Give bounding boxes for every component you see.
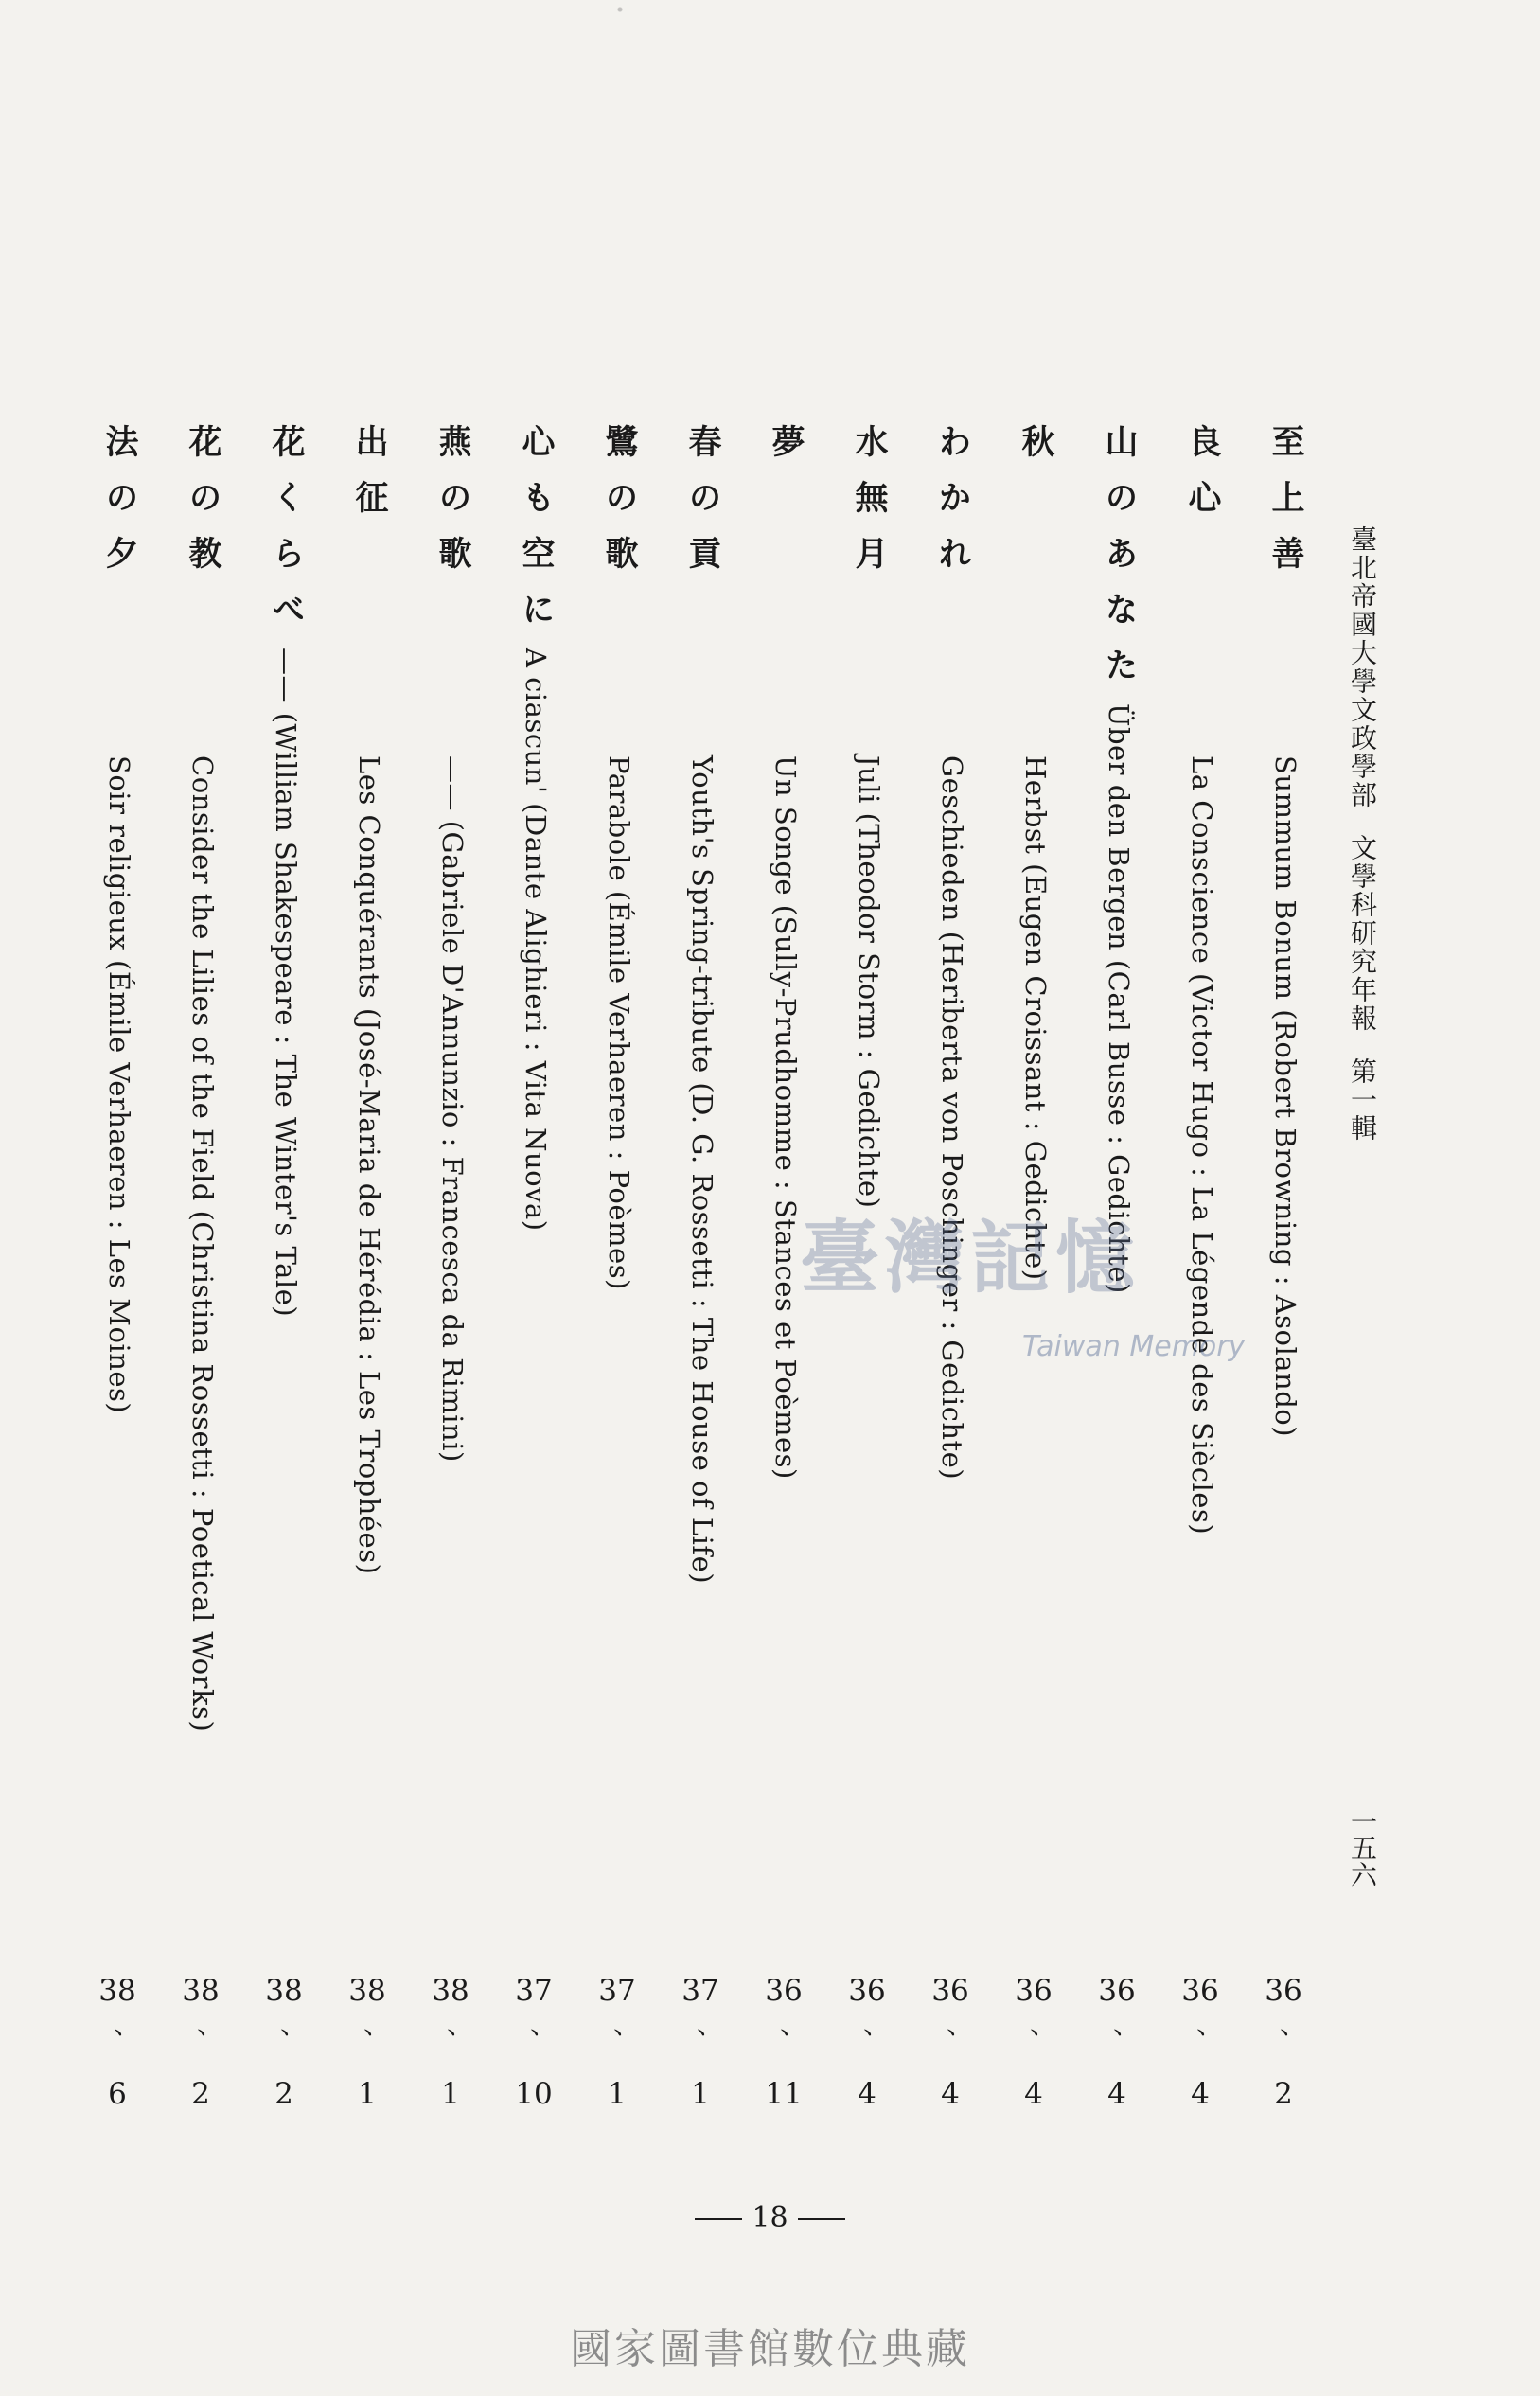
reference-volume: 36: [1181, 1974, 1219, 2008]
entry-original-title: Über den Bergen (Carl Busse : Gedichte): [1103, 703, 1135, 1294]
reference-volume: 38: [98, 1974, 136, 2008]
entry-japanese-title: 花の教: [184, 424, 222, 592]
entry-column: [1259, 424, 1312, 1437]
reference-separator: 、: [946, 2009, 973, 2040]
reference-number: 1: [358, 2077, 377, 2111]
entry-japanese-title: 花くらべ: [267, 424, 306, 648]
entry-japanese-title: わかれ: [933, 424, 972, 592]
entry-column: [593, 424, 646, 1290]
reference-number: 6: [108, 2077, 127, 2111]
entry-column: [926, 424, 979, 1480]
entry-original-title: Un Songe (Sully-Prudhomme : Stances et Poèmes): [770, 755, 802, 1480]
entry-reference: [257, 1974, 310, 2111]
library-caption: 國家圖書館數位典藏: [570, 2325, 970, 2373]
reference-volume: 36: [1265, 1974, 1302, 2008]
entry-japanese-title: 水無月: [850, 424, 889, 592]
entry-original-title: Soir religieux (Émile Verhaeren : Les Moines): [103, 755, 135, 1414]
entry-japanese-title: 燕の歌: [434, 424, 472, 592]
entry-japanese-title: 心も空に: [517, 424, 556, 648]
running-header: [1339, 525, 1385, 1143]
reference-number: 10: [515, 2077, 553, 2111]
entry-japanese-title: 出征: [350, 424, 389, 536]
entry-original-title: Parabole (Émile Verhaeren : Poèmes): [603, 755, 635, 1290]
reference-separator: 、: [1279, 2009, 1306, 2040]
entry-original-title: Youth's Spring-tribute (D. G. Rossetti : The House of Life): [686, 755, 718, 1585]
watermark-logo: 臺灣記憶: [800, 1211, 1142, 1304]
reference-number: 1: [608, 2077, 627, 2111]
entry-column: [1009, 424, 1062, 1281]
entry-reference: [757, 1974, 810, 2111]
reference-number: 2: [274, 2077, 293, 2111]
entry-original-title: —— (Gabriele D'Annunzio : Francesca da Rimini): [436, 755, 469, 1463]
reference-separator: 、: [612, 2009, 640, 2040]
reference-number: 4: [858, 2077, 876, 2111]
reference-separator: 、: [779, 2009, 806, 2040]
entry-original-title: Les Conquérants (José-Maria de Hérédia : Les Trophées): [353, 755, 385, 1575]
entry-reference: [674, 1974, 727, 2111]
entry-original-title: Summum Bonum (Robert Browning : Asolando): [1269, 755, 1301, 1438]
reference-volume: 38: [348, 1974, 386, 2008]
reference-volume: 38: [432, 1974, 469, 2008]
reference-volume: 37: [681, 1974, 719, 2008]
entry-japanese-title: 良心: [1183, 424, 1222, 536]
reference-separator: 、: [1195, 2009, 1223, 2040]
entry-reference: [1257, 1974, 1310, 2111]
entry-column: [1176, 424, 1229, 1535]
entry-column: [676, 424, 729, 1584]
entry-reference: [1174, 1974, 1227, 2111]
reference-separator: 、: [1029, 2009, 1056, 2040]
entry-original-title: —— (William Shakespeare : The Winter's Tale): [270, 648, 302, 1318]
reference-number: 4: [1024, 2077, 1043, 2111]
entry-japanese-title: 夢: [767, 424, 805, 480]
page-number-cn: 一五六: [1347, 1808, 1378, 1888]
entry-original-title: Juli (Theodor Storm : Gedichte): [853, 755, 885, 1209]
entry-japanese-title: 至上善: [1266, 424, 1305, 592]
reference-volume: 36: [765, 1974, 803, 2008]
entry-japanese-title: 春の貢: [683, 424, 722, 592]
watermark-logo-sub: Taiwan Memory: [1022, 1330, 1246, 1363]
entry-original-title: A ciascun' (Dante Alighieri : Vita Nuova): [520, 648, 552, 1232]
reference-number: 2: [1274, 2077, 1293, 2111]
entry-reference: [924, 1974, 977, 2111]
entry-japanese-title: 鷺の歌: [600, 424, 639, 592]
reference-volume: 38: [265, 1974, 303, 2008]
reference-volume: 37: [515, 1974, 553, 2008]
entry-reference: [424, 1974, 477, 2111]
reference-volume: 37: [598, 1974, 636, 2008]
entry-column: [1092, 424, 1145, 1294]
entry-reference: [341, 1974, 394, 2111]
entry-reference: [841, 1974, 894, 2111]
reference-number: 2: [191, 2077, 210, 2111]
reference-separator: 、: [279, 2009, 307, 2040]
entry-original-title: Geschieden (Heriberta von Poschinger : Gedichte): [936, 755, 968, 1481]
reference-volume: 36: [848, 1974, 886, 2008]
entry-reference: [1007, 1974, 1060, 2111]
reference-separator: 、: [696, 2009, 723, 2040]
reference-separator: 、: [113, 2009, 140, 2040]
entry-column: [93, 424, 146, 1413]
page-footer-number: [0, 2201, 1540, 2234]
header-institution: 臺北帝國大學文政學部: [1347, 525, 1378, 809]
entry-column: [176, 424, 229, 1731]
entry-reference: [591, 1974, 644, 2111]
footer-page-number: 18: [752, 2201, 788, 2234]
entry-japanese-title: 山のあなた: [1100, 424, 1139, 703]
entry-japanese-title: 秋: [1017, 424, 1055, 480]
paper-speck: [596, 0, 644, 19]
reference-volume: 36: [1015, 1974, 1053, 2008]
reference-separator: 、: [363, 2009, 390, 2040]
reference-number: 1: [691, 2077, 710, 2111]
entry-reference: [174, 1974, 227, 2111]
entry-original-title: Herbst (Eugen Croissant : Gedichte): [1019, 755, 1052, 1281]
entry-reference: [1090, 1974, 1143, 2111]
entry-original-title: Consider the Lilies of the Field (Christina Rossetti : Poetical Works): [186, 755, 219, 1732]
reference-number: 4: [1191, 2077, 1210, 2111]
entry-reference: [507, 1974, 560, 2111]
reference-separator: 、: [862, 2009, 890, 2040]
reference-number: 4: [1107, 2077, 1126, 2111]
entry-column: [759, 424, 812, 1480]
entry-column: [509, 424, 562, 1232]
reference-separator: 、: [446, 2009, 473, 2040]
reference-separator: 、: [196, 2009, 223, 2040]
entry-column: [343, 424, 396, 1574]
reference-volume: 36: [931, 1974, 969, 2008]
reference-volume: 38: [182, 1974, 220, 2008]
entry-original-title: La Conscience (Victor Hugo : La Légende des Siècles): [1186, 755, 1218, 1535]
header-publication: 文學科研究年報: [1347, 834, 1378, 1033]
reference-number: 4: [941, 2077, 960, 2111]
reference-separator: 、: [529, 2009, 557, 2040]
entry-column: [259, 424, 312, 1317]
reference-volume: 36: [1098, 1974, 1136, 2008]
entry-reference: [91, 1974, 144, 2111]
reference-number: 11: [765, 2077, 803, 2111]
header-volume: 第一輯: [1347, 1057, 1378, 1143]
entry-column: [426, 424, 479, 1463]
entry-column: [842, 424, 895, 1208]
entry-japanese-title: 法の夕: [100, 424, 139, 592]
reference-separator: 、: [1112, 2009, 1140, 2040]
reference-number: 1: [441, 2077, 460, 2111]
